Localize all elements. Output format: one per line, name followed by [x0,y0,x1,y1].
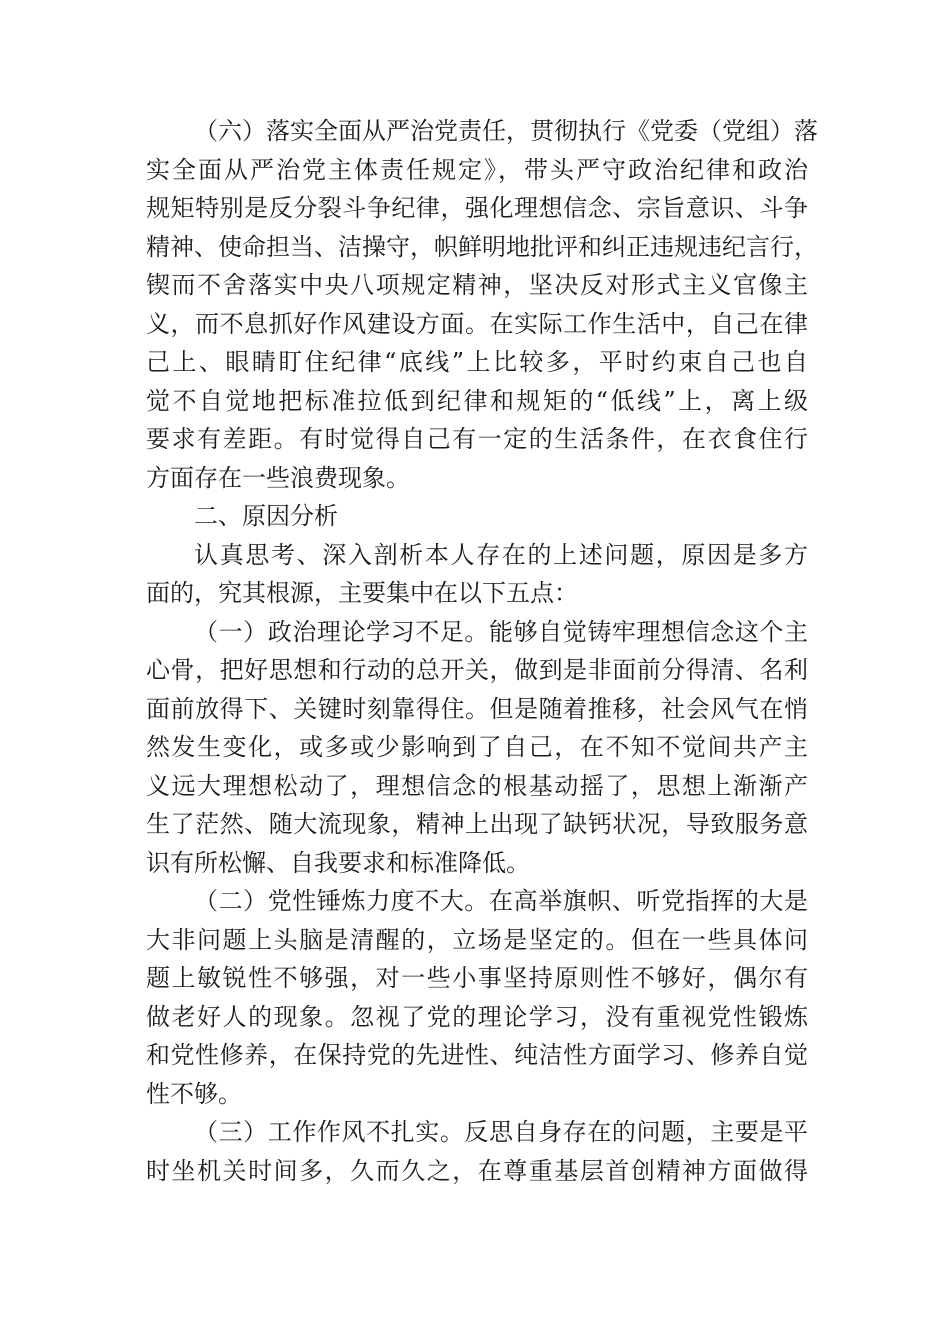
text-line: 时坐机关时间多，久而久之，在尊重基层首创精神方面做得 [146,1156,808,1185]
text-line: 己上、眼睛盯住纪律“底线”上比较多，平时约束自己也自 [146,348,808,376]
text-line: 锲而不舍落实中央八项规定精神，坚决反对形式主义官像主 [146,271,808,299]
text-line: 大非问题上头脑是清醒的，立场是坚定的。但在一些具体问 [146,925,808,954]
text-line: 面的，究其根源，主要集中在以下五点： [146,579,578,607]
text-line: 觉不自觉地把标准拉低到纪律和规矩的“低线”上，离上级 [146,386,808,415]
text-line: （一）政治理论学习不足。能够自觉铸牢理想信念这个主 [194,617,808,646]
text-line: 二、原因分析 [194,502,338,530]
text-line: （二）党性锤炼力度不大。在高举旗帜、听党指挥的大是 [194,887,808,915]
text-line: 和党性修养，在保持党的先进性、纯洁性方面学习、修养自觉 [146,1041,808,1069]
text-line: 心骨，把好思想和行动的总开关，做到是非面前分得清、名利 [146,656,808,684]
text-line: 性不够。 [146,1079,242,1108]
text-line: 义远大理想松动了，理想信念的根基动摇了，思想上渐渐产 [146,771,808,800]
text-line: 面前放得下、关键时刻靠得住。但是随着推移，社会风气在悄 [146,694,808,723]
text-line: 做老好人的现象。忽视了党的理论学习，没有重视党性锻炼 [146,1002,808,1031]
text-line: 义，而不息抓好作风建设方面。在实际工作生活中，自己在律 [146,309,808,338]
text-line: 识有所松懈、自我要求和标准降低。 [146,848,530,877]
text-line: 认真思考、深入剖析本人存在的上述问题，原因是多方 [194,540,808,569]
text-line: 精神、使命担当、洁操守，帜鲜明地批评和纠正违规违纪言行， [146,232,818,261]
text-line: 然发生变化，或多或少影响到了自己，在不知不觉间共产主 [146,733,808,761]
text-line: 方面存在一些浪费现象。 [146,463,410,492]
text-line: 要求有差距。有时觉得自己有一定的生活条件，在衣食住行 [146,425,808,453]
text-line: 题上敏锐性不够强，对一些小事坚持原则性不够好，偶尔有 [146,964,808,992]
document-body [146,112,818,1190]
text-line: （三）工作作风不扎实。反思自身存在的问题，主要是平 [194,1118,808,1146]
text-line: （六）落实全面从严治党责任，贯彻执行《党委（党组）落 [194,117,818,145]
text-line: 生了茫然、随大流现象，精神上出现了缺钙状况，导致服务意 [146,810,808,838]
text-line: 规矩特别是反分裂斗争纪律，强化理想信念、宗旨意识、斗争 [146,194,808,222]
text-line: 实全面从严治党主体责任规定》，带头严守政治纪律和政治 [146,155,808,184]
